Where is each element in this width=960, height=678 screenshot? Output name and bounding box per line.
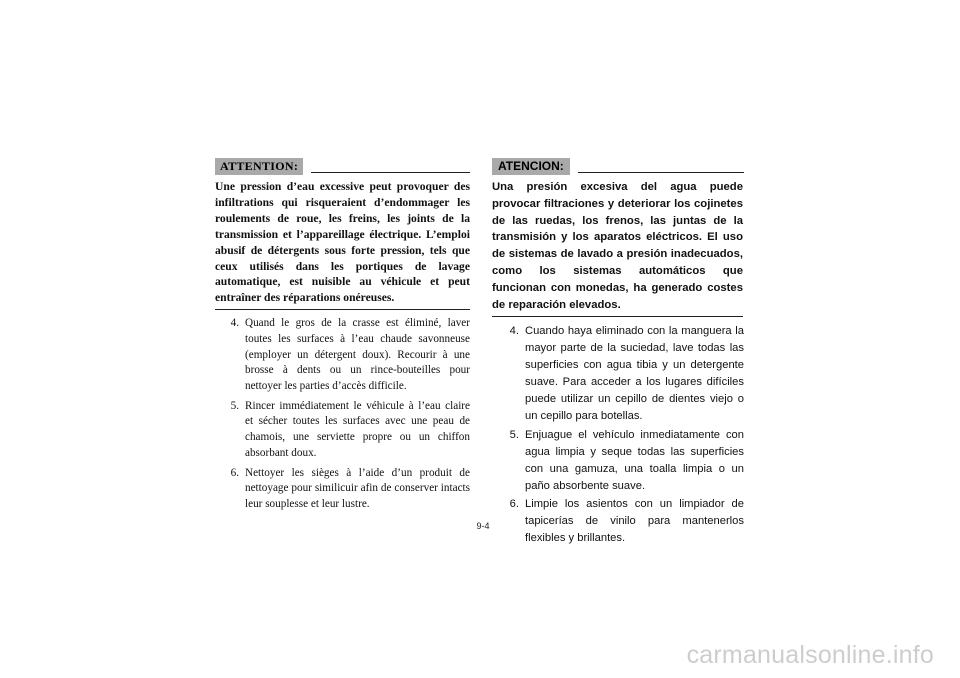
step-text: Enjuague el vehículo inmediatamente con agua limpia y seque todas las superficies con una gamuza, una toalla limpia o un paño absorbente suave. [525, 428, 744, 492]
watermark: carmanualsonline.info [686, 641, 934, 669]
spanish-step-6 [492, 496, 744, 547]
step-number: 4. [509, 325, 519, 338]
spanish-attention-header [488, 156, 744, 175]
french-warning-text: Une pression d’eau excessive peut provoquer des infiltrations qui risqueraient d’endommager les roulements de roue, les freins, les joints de la transmission et l’appareillage électrique. L’emploi abusif de détergents sous forte pression, tels que ceux utilisés dans les portiques de lavage automatique, est nuisible au véhicule et peut entraîner des réparations onéreuses. [215, 179, 470, 310]
french-header-rule [311, 172, 470, 173]
french-step-5 [215, 399, 470, 462]
step-text: Cuando haya eliminado con la manguera la mayor parte de la suciedad, lave todas las superficies con agua tibia y un detergente suave. Para acceder a los lugares difíciles puede utilizar un cepillo de dientes viejo o un cepillo para botellas. [525, 325, 744, 422]
step-text: Rincer immédiatement le véhicule à l’eau claire et sécher toutes les surfaces avec une peau de chamois, une serviette propre ou un chiffon absorbant doux. [245, 399, 470, 459]
page-number: 9-4 [476, 521, 490, 531]
spanish-warning-text: Una presión excesiva del agua puede provocar filtraciones y deteriorar los cojinetes de las ruedas, los frenos, las juntas de la transmisión y los aparatos eléctricos. El uso de sistemas de lavado a presión inadecuados, como los sistemas automáticos que funcionan con monedas, ha generado costes de reparación elevados. [492, 179, 743, 317]
french-step-6 [215, 466, 470, 513]
spanish-step-5 [492, 427, 744, 495]
french-attention-header [215, 156, 470, 175]
spanish-steps-list [488, 323, 744, 547]
french-step-4 [215, 316, 470, 395]
spanish-step-4 [492, 323, 744, 424]
step-number: 5. [509, 428, 519, 441]
step-text: Quand le gros de la crasse est éliminé, laver toutes les surfaces à l’eau chaude savonneuse (employer un détergent doux). Recourir à une brosse à dents ou un rince-bouteilles pour nettoyer les parties d’accès difficile. [245, 317, 470, 393]
step-text: Limpie los asientos con un limpiador de tapicerías de vinilo para mantenerlos flexibles y brillantes. [525, 498, 744, 545]
step-text: Nettoyer les sièges à l’aide d’un produit de nettoyage pour similicuir afin de conserver intacts leur souplesse et leur lustre. [245, 466, 470, 510]
french-column [215, 156, 470, 517]
step-number: 4. [230, 317, 239, 330]
french-attention-badge: ATTENTION: [215, 158, 303, 175]
step-number: 6. [509, 498, 519, 511]
spanish-attention-badge: ATENCION: [492, 158, 570, 175]
spanish-header-rule [578, 172, 744, 173]
step-number: 5. [230, 399, 239, 412]
spanish-column [488, 156, 744, 549]
french-steps-list [215, 316, 470, 512]
step-number: 6. [230, 466, 239, 479]
